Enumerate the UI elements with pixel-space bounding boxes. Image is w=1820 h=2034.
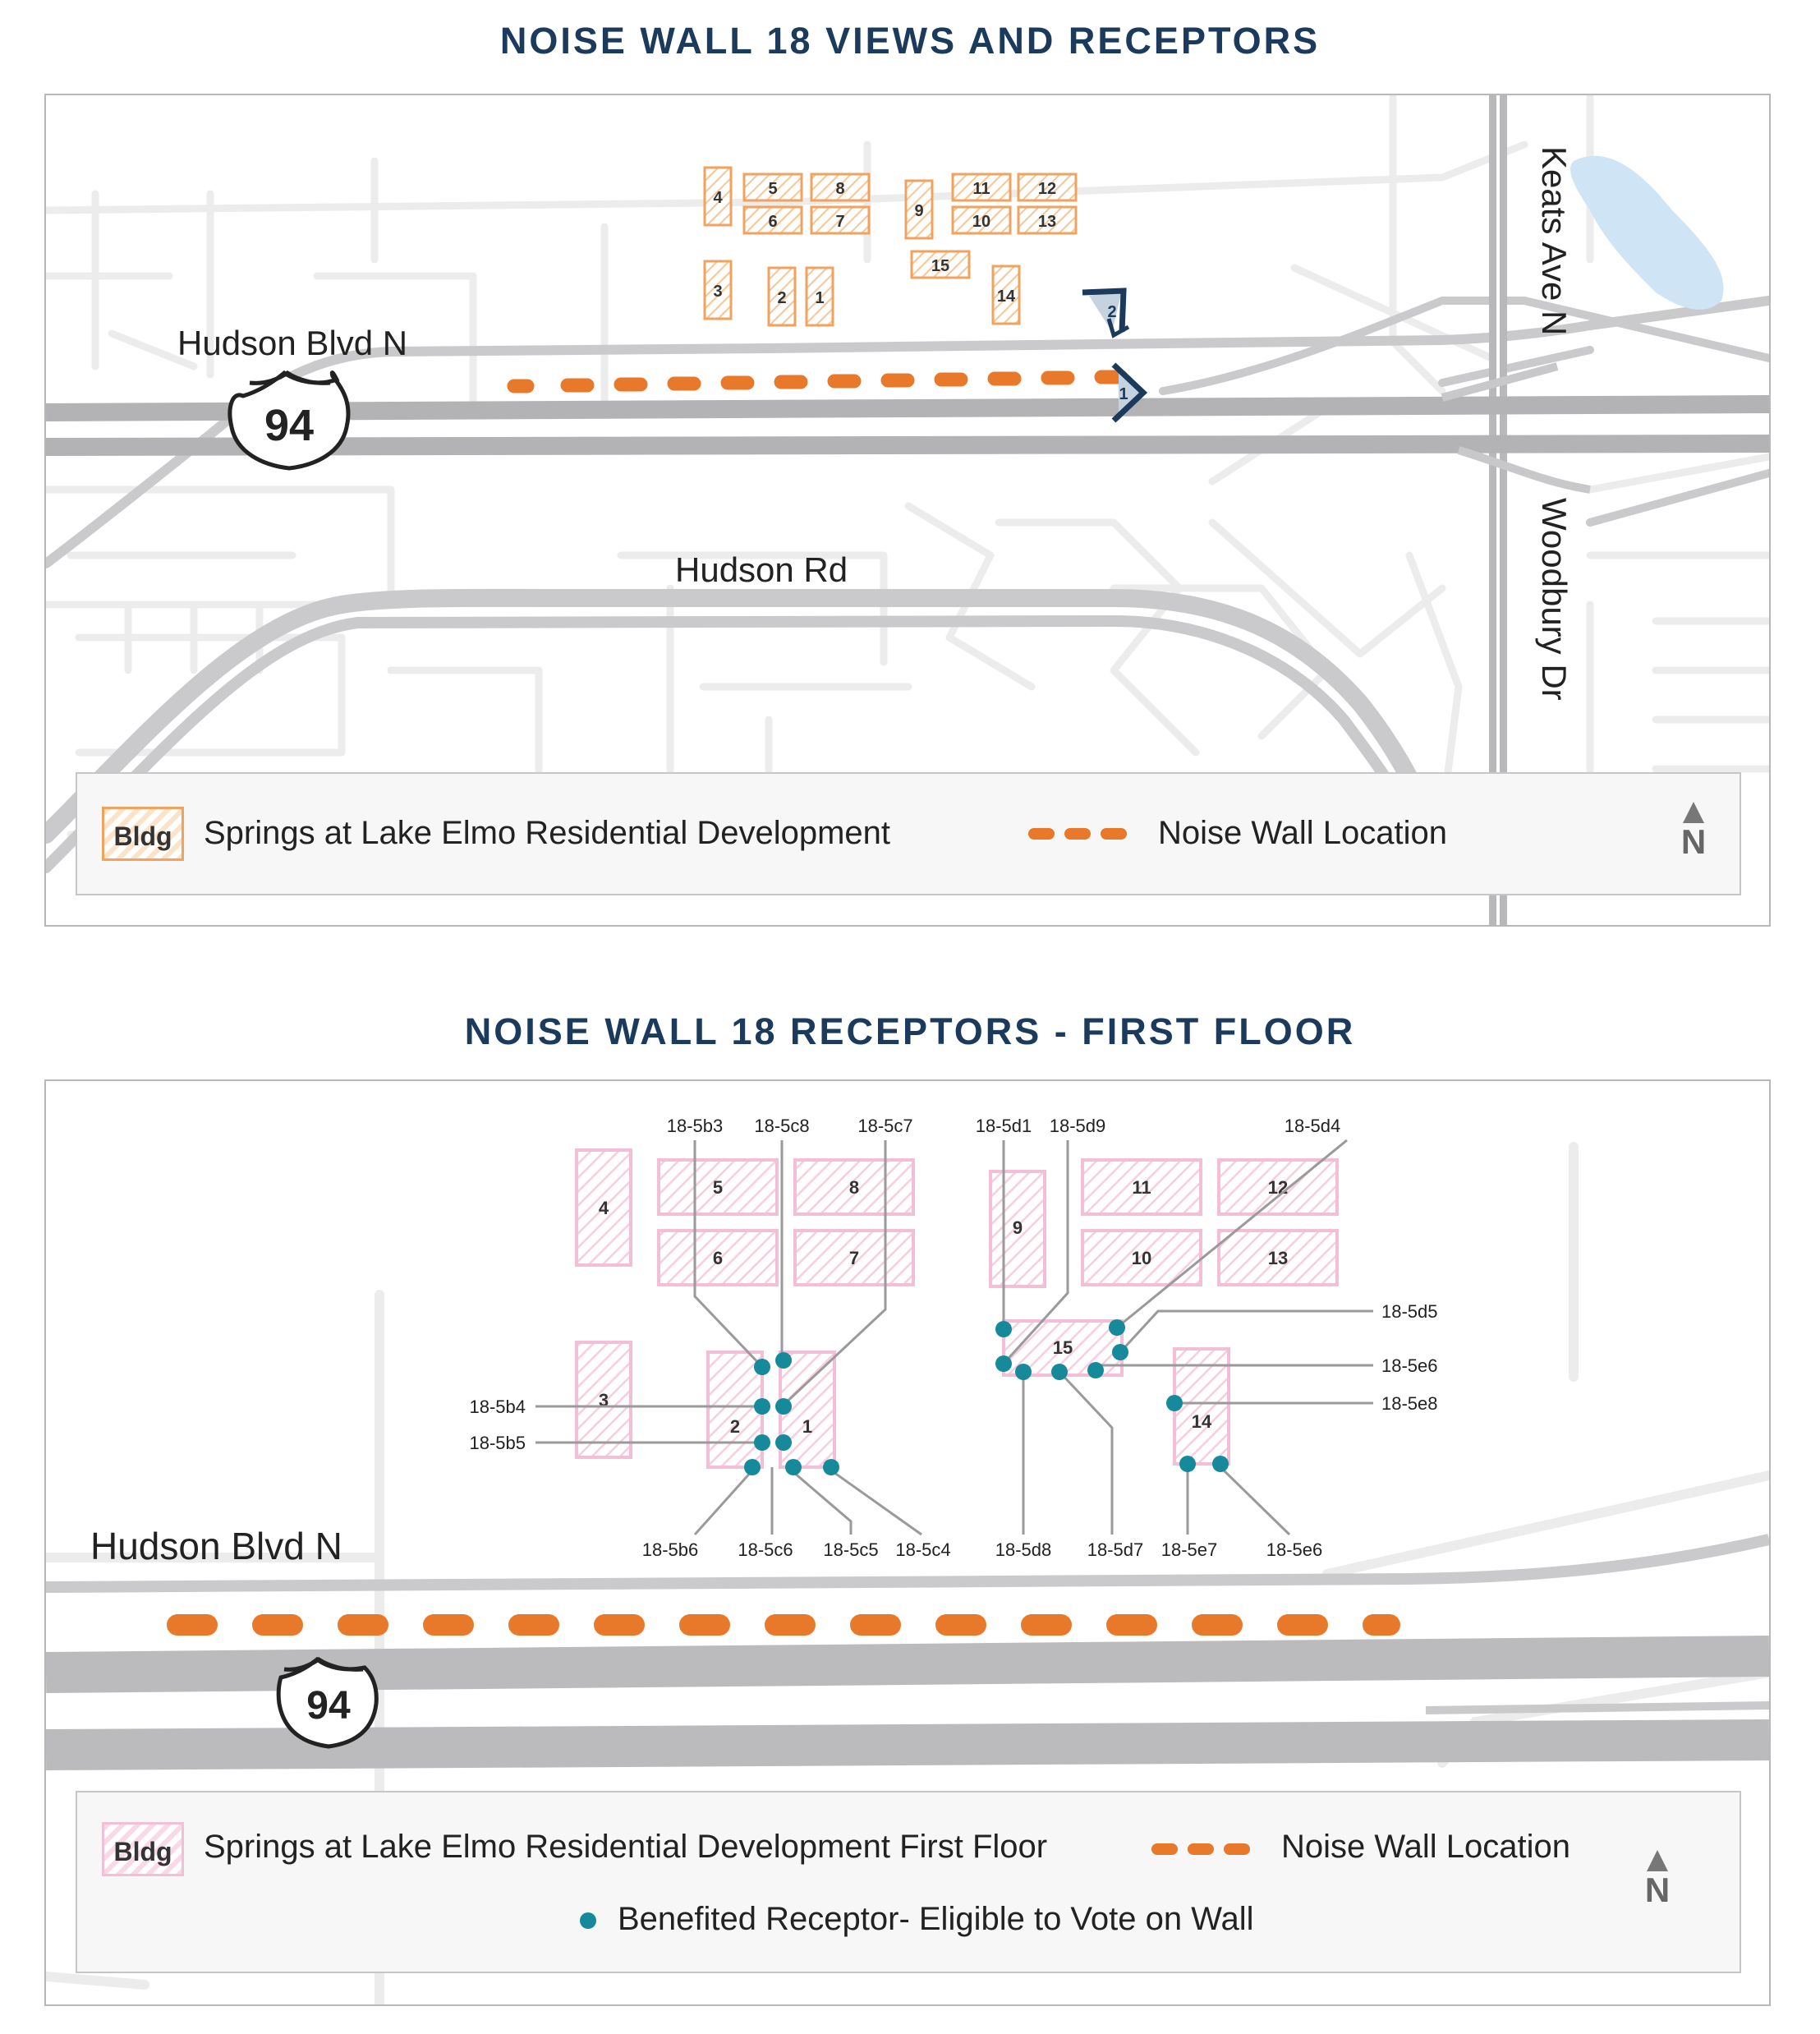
map1-north-arrow: [1677, 802, 1710, 859]
map2-north-arrow: [1641, 1850, 1674, 1907]
map1-label-woodbury: Woodbury Dr: [1535, 498, 1574, 701]
map2-building-label: 5: [712, 1177, 724, 1198]
map1-building-label: 9: [914, 202, 924, 220]
receptor-dot: [1109, 1319, 1125, 1336]
map2-building-label: 15: [1052, 1337, 1073, 1358]
map2-building-label: 7: [848, 1248, 860, 1268]
receptor-dot: [754, 1359, 770, 1375]
map2-building-label: 2: [729, 1416, 741, 1437]
receptor-dot: [754, 1398, 770, 1415]
map1-panel: [44, 94, 1771, 927]
map2-legend-receptor-swatch: [580, 1912, 596, 1929]
map1-interstate-number: 94: [264, 401, 315, 450]
map2-building-label: 8: [848, 1177, 860, 1198]
map2-legend-wall-swatch: [1151, 1843, 1250, 1855]
map2-panel: [44, 1079, 1771, 2006]
map2-north-label: N: [1644, 1871, 1671, 1909]
receptor-dot: [1051, 1364, 1068, 1380]
map1-building-label: 11: [972, 180, 990, 198]
receptor-label: 18-5c5: [823, 1539, 879, 1560]
map1-legend: [76, 772, 1741, 895]
receptor-dot: [754, 1434, 770, 1451]
map1-building-label: 8: [835, 180, 845, 198]
receptor-label: 18-5e8: [1381, 1393, 1438, 1414]
receptor-dot: [1112, 1344, 1128, 1360]
map2-title: NOISE WALL 18 RECEPTORS - FIRST FLOOR: [464, 1010, 1356, 1052]
receptor-dot: [1087, 1362, 1104, 1378]
map1-label-hudson-rd: Hudson Rd: [675, 550, 848, 589]
receptor-dot: [775, 1352, 792, 1369]
map2-building-label: 10: [1131, 1248, 1152, 1268]
map1-north-label: N: [1680, 822, 1707, 861]
map1-interstate-shield: [230, 373, 348, 468]
receptor-dot: [1015, 1364, 1032, 1380]
north-arrow-icon: [1683, 802, 1704, 823]
map2-legend-bldg-swatch: Bldg: [102, 1822, 184, 1876]
receptor-label: 18-5d7: [1087, 1539, 1144, 1560]
map1-building-label: 13: [1037, 213, 1057, 231]
map2-legend-wall-text: Noise Wall Location: [1281, 1829, 1571, 1865]
map1-building-label: 15: [931, 257, 950, 275]
map2-building-2: [708, 1352, 762, 1467]
map2-buildings: [577, 1150, 1337, 1467]
map2-legend-bldg-text: Springs at Lake Elmo Residential Development First Floor: [204, 1829, 1048, 1865]
map2-building-label: 6: [712, 1248, 724, 1268]
receptor-dot: [744, 1459, 761, 1475]
receptor-label: 18-5e6: [1266, 1539, 1323, 1560]
map2-interstate-shield: [278, 1659, 376, 1746]
map2-legend-receptor-text: Benefited Receptor- Eligible to Vote on Wall: [618, 1901, 1254, 1937]
receptor-label: 18-5c4: [895, 1539, 951, 1560]
map1-legend-wall-text: Noise Wall Location: [1158, 815, 1448, 851]
map1-building-label: 1: [815, 289, 825, 307]
receptor-label: 18-5c8: [754, 1116, 810, 1136]
receptor-label: 18-5e7: [1160, 1539, 1218, 1560]
map1-building-label: 10: [972, 213, 991, 231]
receptor-label: 18-5b5: [469, 1433, 526, 1453]
receptor-dot: [1166, 1395, 1183, 1411]
map1-label-keats: Keats Ave N: [1535, 146, 1574, 336]
map1-title: NOISE WALL 18 VIEWS AND RECEPTORS: [499, 20, 1321, 62]
receptor-label: 18-5c7: [857, 1116, 913, 1136]
map1-building-label: 5: [768, 180, 778, 198]
map1-building-label: 12: [1037, 180, 1057, 198]
map2-building-label: 1: [802, 1416, 813, 1437]
map1-view-2-label: 2: [1107, 303, 1117, 321]
receptor-dot: [775, 1434, 792, 1451]
north-arrow-icon: [1647, 1850, 1668, 1871]
receptor-label: 18-5b4: [469, 1397, 526, 1417]
map1-buildings: [705, 168, 1076, 325]
receptor-dot: [775, 1398, 792, 1415]
map1-building-label: 7: [835, 213, 845, 231]
map2-building-label: 11: [1132, 1177, 1151, 1198]
map1-building-label: 14: [996, 288, 1016, 306]
map2-building-label: 3: [598, 1390, 609, 1410]
receptor-label: 18-5d1: [975, 1116, 1032, 1136]
map1-legend-bldg-text: Springs at Lake Elmo Residential Development: [204, 815, 890, 851]
map2-interstate-number: 94: [306, 1684, 351, 1728]
map1-legend-bldg-swatch: Bldg: [102, 807, 184, 861]
receptor-dot: [995, 1321, 1012, 1337]
map1-building-label: 3: [713, 283, 723, 301]
receptor-dot: [1179, 1456, 1196, 1472]
receptor-label: 18-5d5: [1381, 1301, 1438, 1322]
map2-label-hudson-blvd: Hudson Blvd N: [90, 1525, 342, 1567]
map1-view-2-marker: [1082, 291, 1128, 335]
map1-building-label: 6: [768, 213, 778, 231]
receptor-dot: [1212, 1456, 1229, 1472]
receptor-label: 18-5d4: [1284, 1116, 1341, 1136]
receptor-label: 18-5c6: [738, 1539, 793, 1560]
receptor-label: 18-5b3: [666, 1116, 724, 1136]
map2-building-label: 14: [1191, 1411, 1212, 1432]
map1-building-label: 2: [777, 289, 787, 307]
receptor-label: 18-5d9: [1049, 1116, 1106, 1136]
receptor-label: 18-5e6: [1381, 1355, 1438, 1376]
receptor-dot: [785, 1459, 802, 1475]
map1-building-label: 4: [713, 189, 723, 207]
map1-view-1-label: 1: [1119, 385, 1128, 403]
receptor-dot: [823, 1459, 839, 1475]
map2-building-label: 12: [1267, 1177, 1289, 1198]
receptor-dot: [995, 1355, 1012, 1372]
map1-legend-wall-swatch: [1028, 828, 1127, 840]
receptor-label: 18-5b6: [641, 1539, 699, 1560]
map2-building-label: 13: [1267, 1248, 1289, 1268]
map2-legend: [76, 1791, 1741, 1973]
receptor-label: 18-5d8: [995, 1539, 1052, 1560]
map2-building-label: 9: [1012, 1217, 1023, 1238]
map1-label-hudson-blvd: Hudson Blvd N: [177, 324, 408, 362]
map2-building-label: 4: [598, 1198, 609, 1218]
